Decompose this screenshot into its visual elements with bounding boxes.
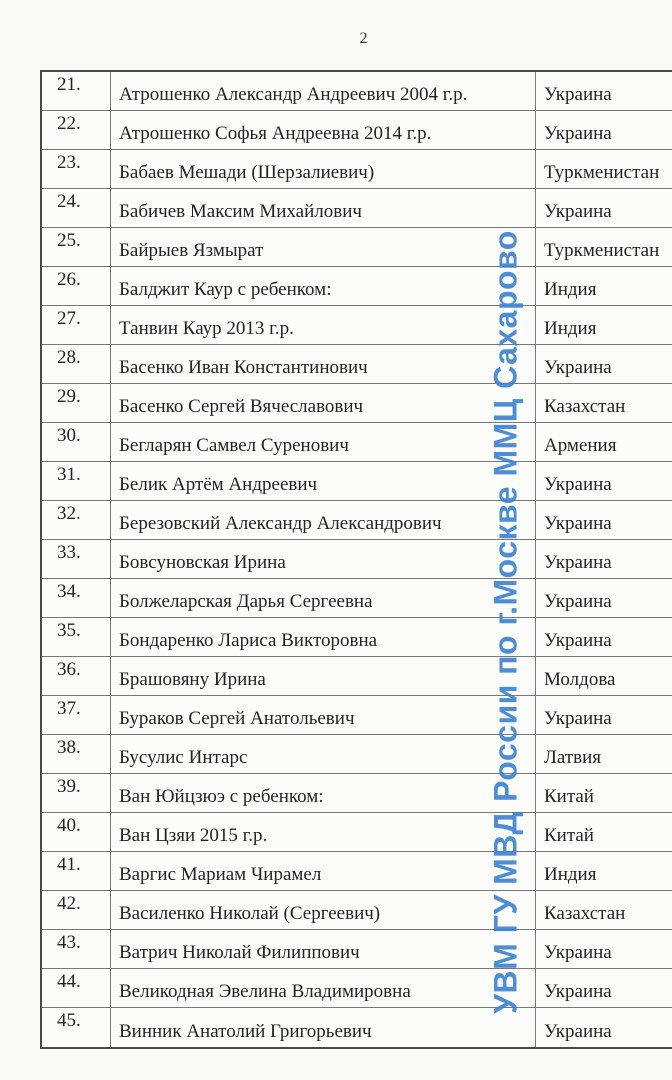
country-cell: Украина: [535, 696, 672, 734]
country-cell: Туркменистан: [535, 228, 672, 266]
person-name-cell: Ватрич Николай Филиппович: [110, 930, 535, 968]
country-cell: Индия: [535, 306, 672, 344]
row-number-cell: 39.: [57, 776, 81, 797]
table-row: [42, 462, 672, 501]
person-name-cell: Березовский Александр Александрович: [110, 501, 535, 539]
table-row: [42, 111, 672, 150]
person-name-cell: Танвин Каур 2013 г.р.: [110, 306, 535, 344]
table-row: [42, 969, 672, 1008]
table-row: [42, 228, 672, 267]
country-cell: Украина: [535, 1008, 672, 1047]
person-name-cell: Басенко Иван Константинович: [110, 345, 535, 383]
person-name-cell: Винник Анатолий Григорьевич: [110, 1008, 535, 1047]
row-number-cell: 24.: [57, 191, 81, 212]
country-cell: Армения: [535, 423, 672, 461]
table-row: [42, 189, 672, 228]
row-number-cell: 44.: [57, 971, 81, 992]
page-number: 2: [359, 30, 368, 47]
person-name-cell: Великодная Эвелина Владимировна: [110, 969, 535, 1007]
person-name-cell: Атрошенко Софья Андреевна 2014 г.р.: [110, 111, 535, 149]
row-number-cell: 22.: [57, 113, 81, 134]
country-cell: Украина: [535, 969, 672, 1007]
row-number-cell: 43.: [57, 932, 81, 953]
row-number-cell: 34.: [57, 581, 81, 602]
table-row: [42, 1008, 672, 1047]
table-row: [42, 267, 672, 306]
country-cell: Украина: [535, 189, 672, 227]
country-cell: Украина: [535, 462, 672, 500]
person-name-cell: Бабичев Максим Михайлович: [110, 189, 535, 227]
person-name-cell: Бабаев Мешади (Шерзалиевич): [110, 150, 535, 188]
table-row: [42, 891, 672, 930]
country-cell: Украина: [535, 618, 672, 656]
table-row: [42, 72, 672, 111]
row-number-cell: 27.: [57, 308, 81, 329]
person-name-cell: Бураков Сергей Анатольевич: [110, 696, 535, 734]
person-name-cell: Белик Артём Андреевич: [110, 462, 535, 500]
row-number-cell: 29.: [57, 386, 81, 407]
person-name-cell: Василенко Николай (Сергеевич): [110, 891, 535, 929]
row-number-cell: 33.: [57, 542, 81, 563]
country-cell: Украина: [535, 345, 672, 383]
table-row: [42, 735, 672, 774]
row-number-cell: 38.: [57, 737, 81, 758]
row-number-cell: 35.: [57, 620, 81, 641]
table-row: [42, 657, 672, 696]
foreign-citizens-list-table: [40, 70, 672, 1049]
person-name-cell: Ван Цзяи 2015 г.р.: [110, 813, 535, 851]
person-name-cell: Бусулис Интарс: [110, 735, 535, 773]
table-row: [42, 852, 672, 891]
row-number-cell: 30.: [57, 425, 81, 446]
table-row: [42, 813, 672, 852]
country-cell: Казахстан: [535, 384, 672, 422]
country-cell: Китай: [535, 813, 672, 851]
row-number-cell: 41.: [57, 854, 81, 875]
person-name-cell: Балджит Каур с ребенком:: [110, 267, 535, 305]
country-cell: Индия: [535, 852, 672, 890]
table-row: [42, 696, 672, 735]
person-name-cell: Басенко Сергей Вячеславович: [110, 384, 535, 422]
country-cell: Украина: [535, 501, 672, 539]
row-number-cell: 42.: [57, 893, 81, 914]
person-name-cell: Байрыев Язмырат: [110, 228, 535, 266]
row-number-cell: 26.: [57, 269, 81, 290]
table-row: [42, 618, 672, 657]
table-row: [42, 306, 672, 345]
person-name-cell: Варгис Мариам Чирамел: [110, 852, 535, 890]
person-name-cell: Бовсуновская Ирина: [110, 540, 535, 578]
country-cell: Украина: [535, 930, 672, 968]
table-row: [42, 774, 672, 813]
table-row: [42, 930, 672, 969]
row-number-cell: 40.: [57, 815, 81, 836]
table-row: [42, 345, 672, 384]
country-cell: Индия: [535, 267, 672, 305]
country-cell: Украина: [535, 540, 672, 578]
table-row: [42, 540, 672, 579]
row-number-cell: 31.: [57, 464, 81, 485]
row-number-cell: 45.: [57, 1010, 81, 1031]
table-row: [42, 579, 672, 618]
row-number-cell: 36.: [57, 659, 81, 680]
table-row: [42, 423, 672, 462]
row-number-cell: 21.: [57, 74, 81, 95]
country-cell: Латвия: [535, 735, 672, 773]
table-row: [42, 384, 672, 423]
watermark-text: УВМ ГУ МВД России по г.Москве ММЦ Сахарово: [487, 230, 524, 1014]
person-name-cell: Ван Юйцзюэ с ребенком:: [110, 774, 535, 812]
person-name-cell: Бегларян Самвел Суренович: [110, 423, 535, 461]
person-name-cell: Бондаренко Лариса Викторовна: [110, 618, 535, 656]
country-cell: Китай: [535, 774, 672, 812]
table-row: [42, 501, 672, 540]
row-number-cell: 32.: [57, 503, 81, 524]
row-number-cell: 37.: [57, 698, 81, 719]
table-row: [42, 150, 672, 189]
person-name-cell: Атрошенко Александр Андреевич 2004 г.р.: [110, 72, 535, 110]
country-cell: Украина: [535, 111, 672, 149]
row-number-cell: 28.: [57, 347, 81, 368]
country-cell: Украина: [535, 579, 672, 617]
country-cell: Казахстан: [535, 891, 672, 929]
country-cell: Туркменистан: [535, 150, 672, 188]
person-name-cell: Брашовяну Ирина: [110, 657, 535, 695]
row-number-cell: 25.: [57, 230, 81, 251]
country-cell: Молдова: [535, 657, 672, 695]
row-number-cell: 23.: [57, 152, 81, 173]
country-cell: Украина: [535, 72, 672, 110]
person-name-cell: Болжеларская Дарья Сергеевна: [110, 579, 535, 617]
